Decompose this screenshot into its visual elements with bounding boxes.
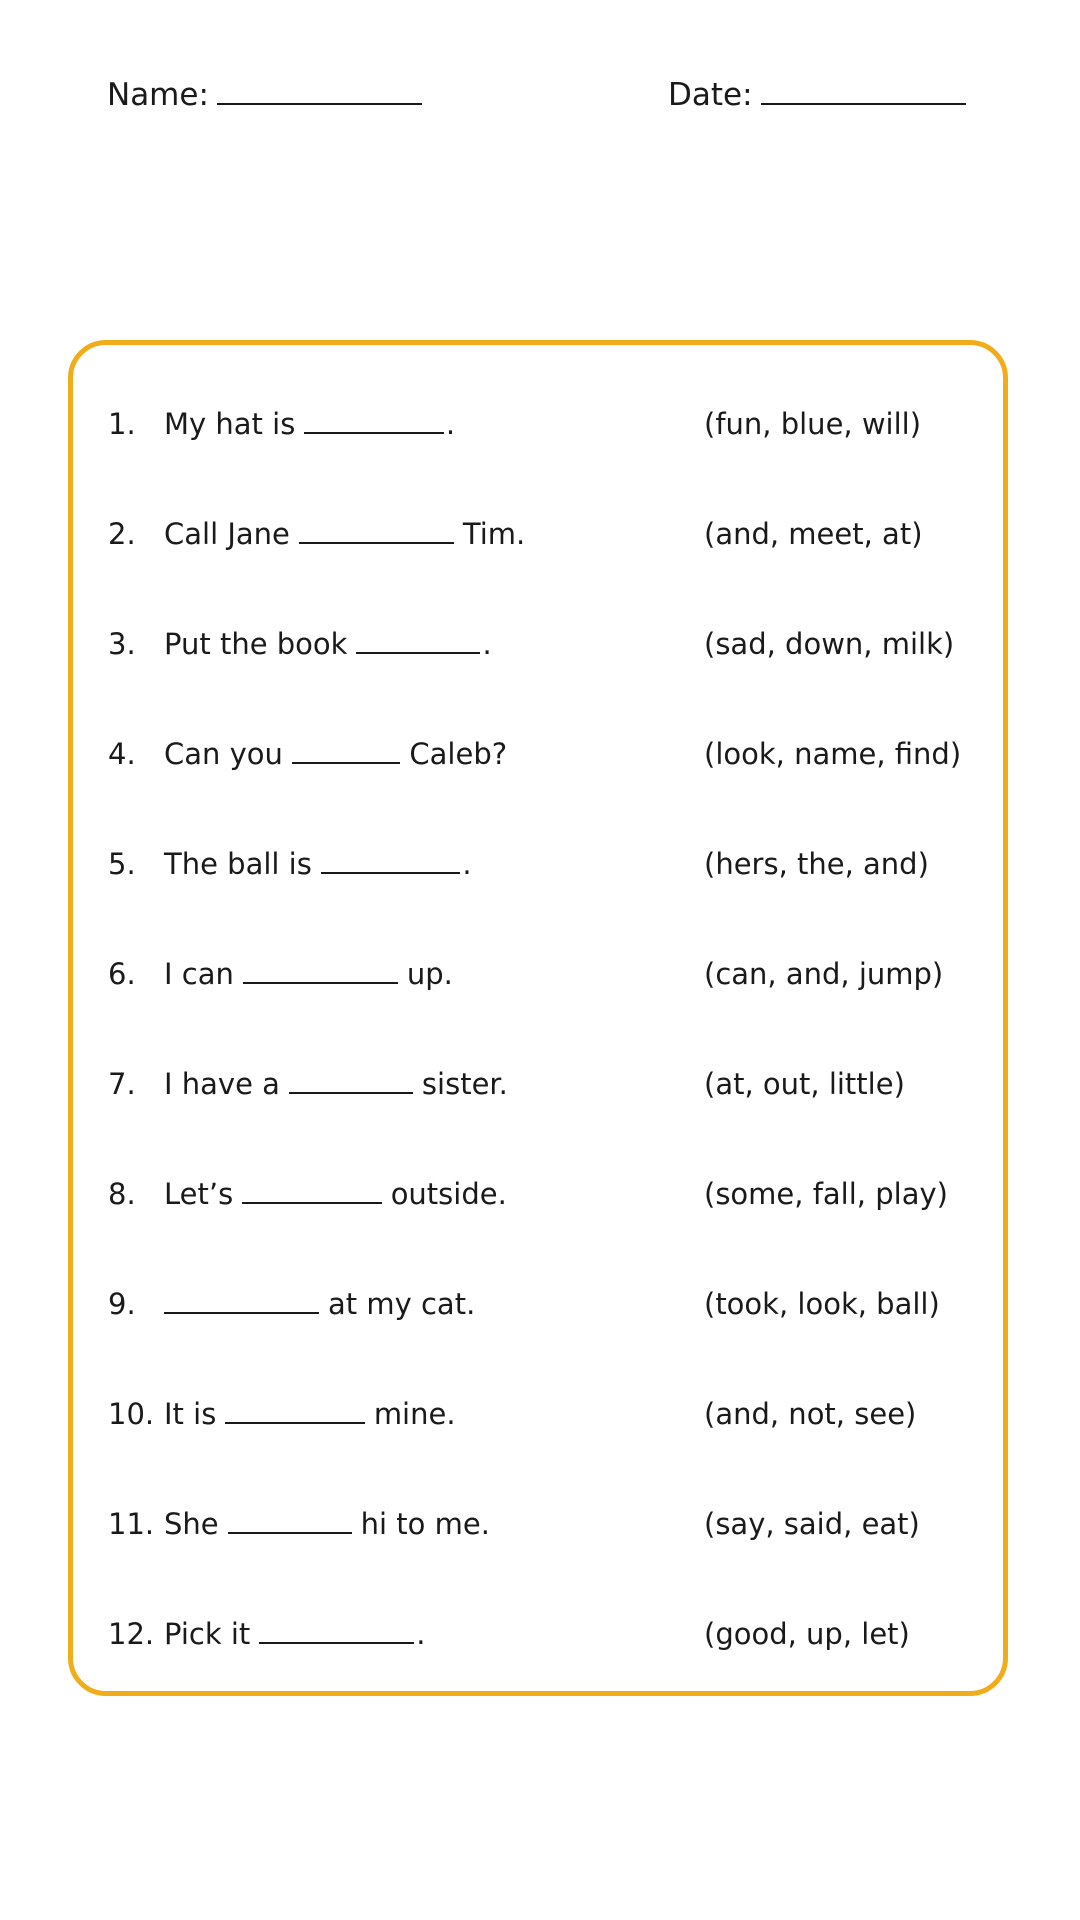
item-sentence (164, 1062, 508, 1106)
name-label: Name: (107, 77, 209, 113)
answer-blank[interactable] (242, 1172, 382, 1204)
item-sentence (164, 952, 453, 996)
sentence-after-blank: . (445, 407, 456, 441)
item-sentence (164, 622, 492, 666)
sentence-after-blank: mine. (373, 1397, 456, 1431)
item-sentence (164, 1282, 475, 1326)
word-choices: (fun, blue, will) (704, 407, 922, 441)
item-number: 4. (108, 737, 136, 771)
answer-blank[interactable] (292, 732, 401, 764)
name-field (107, 75, 422, 115)
answer-blank[interactable] (225, 1392, 365, 1424)
sentence-before-blank: Let’s (164, 1177, 234, 1211)
item-number: 11. (108, 1507, 155, 1541)
exercise-item (108, 1392, 988, 1436)
word-choices: (and, not, see) (704, 1397, 917, 1431)
exercise-item (108, 1612, 988, 1656)
exercise-item (108, 732, 988, 776)
date-field (668, 75, 966, 115)
sentence-before-blank: Pick it (164, 1617, 251, 1651)
exercise-item (108, 842, 988, 886)
word-choices: (say, said, eat) (704, 1507, 920, 1541)
exercise-item (108, 1172, 988, 1216)
word-choices: (look, name, find) (704, 737, 962, 771)
sentence-before-blank: It is (164, 1397, 217, 1431)
exercise-item (108, 1502, 988, 1546)
item-number: 10. (108, 1397, 155, 1431)
item-sentence (164, 842, 472, 886)
sentence-after-blank: . (416, 1617, 426, 1651)
word-choices: (some, fall, play) (704, 1177, 948, 1211)
sentence-after-blank: sister. (421, 1067, 508, 1101)
answer-blank[interactable] (243, 952, 398, 984)
date-label: Date: (668, 77, 753, 113)
answer-blank[interactable] (259, 1612, 414, 1644)
sentence-before-blank: I can (164, 957, 234, 991)
item-number: 2. (108, 517, 136, 551)
item-number: 9. (108, 1287, 136, 1321)
answer-blank[interactable] (356, 622, 480, 654)
item-number: 6. (108, 957, 136, 991)
item-sentence (164, 1612, 426, 1656)
answer-blank[interactable] (228, 1502, 352, 1534)
exercise-item (108, 622, 988, 666)
sentence-after-blank: up. (406, 957, 453, 991)
word-choices: (can, and, jump) (704, 957, 944, 991)
exercise-item (108, 952, 988, 996)
item-sentence (164, 402, 455, 446)
word-choices: (hers, the, and) (704, 847, 929, 881)
item-number: 1. (108, 407, 136, 441)
sentence-after-blank: outside. (390, 1177, 507, 1211)
sentence-before-blank: She (164, 1507, 219, 1541)
answer-blank[interactable] (321, 842, 461, 874)
sentence-after-blank: Tim. (462, 517, 526, 551)
sentence-before-blank: Put the book (164, 627, 348, 661)
exercise-item (108, 1282, 988, 1326)
item-number: 7. (108, 1067, 136, 1101)
sentence-before-blank: Can you (164, 737, 283, 771)
word-choices: (took, look, ball) (704, 1287, 940, 1321)
sentence-before-blank: Call Jane (164, 517, 290, 551)
answer-blank[interactable] (164, 1282, 319, 1314)
item-sentence (164, 512, 525, 556)
exercise-item (108, 512, 988, 556)
item-sentence (164, 1172, 507, 1216)
sentence-after-blank: at my cat. (328, 1287, 476, 1321)
item-sentence (164, 1502, 490, 1546)
item-number: 8. (108, 1177, 136, 1211)
sentence-after-blank: Caleb? (409, 737, 508, 771)
item-sentence (164, 732, 507, 776)
sentence-after-blank: hi to me. (360, 1507, 490, 1541)
word-choices: (sad, down, milk) (704, 627, 955, 661)
sentence-after-blank: . (462, 847, 472, 881)
word-choices: (and, meet, at) (704, 517, 923, 551)
date-blank-line[interactable] (761, 101, 966, 105)
answer-blank[interactable] (289, 1062, 413, 1094)
item-number: 3. (108, 627, 136, 661)
sentence-after-blank: . (482, 627, 492, 661)
exercise-item (108, 402, 988, 446)
answer-blank[interactable] (299, 512, 454, 544)
answer-blank[interactable] (304, 402, 444, 434)
word-choices: (good, up, let) (704, 1617, 910, 1651)
item-sentence (164, 1392, 456, 1436)
sentence-before-blank: The ball is (164, 847, 312, 881)
sentence-before-blank: My hat is (164, 407, 296, 441)
sentence-before-blank: I have a (164, 1067, 280, 1101)
item-number: 12. (108, 1617, 155, 1651)
word-choices: (at, out, little) (704, 1067, 905, 1101)
exercise-item (108, 1062, 988, 1106)
item-number: 5. (108, 847, 136, 881)
name-blank-line[interactable] (217, 101, 422, 105)
